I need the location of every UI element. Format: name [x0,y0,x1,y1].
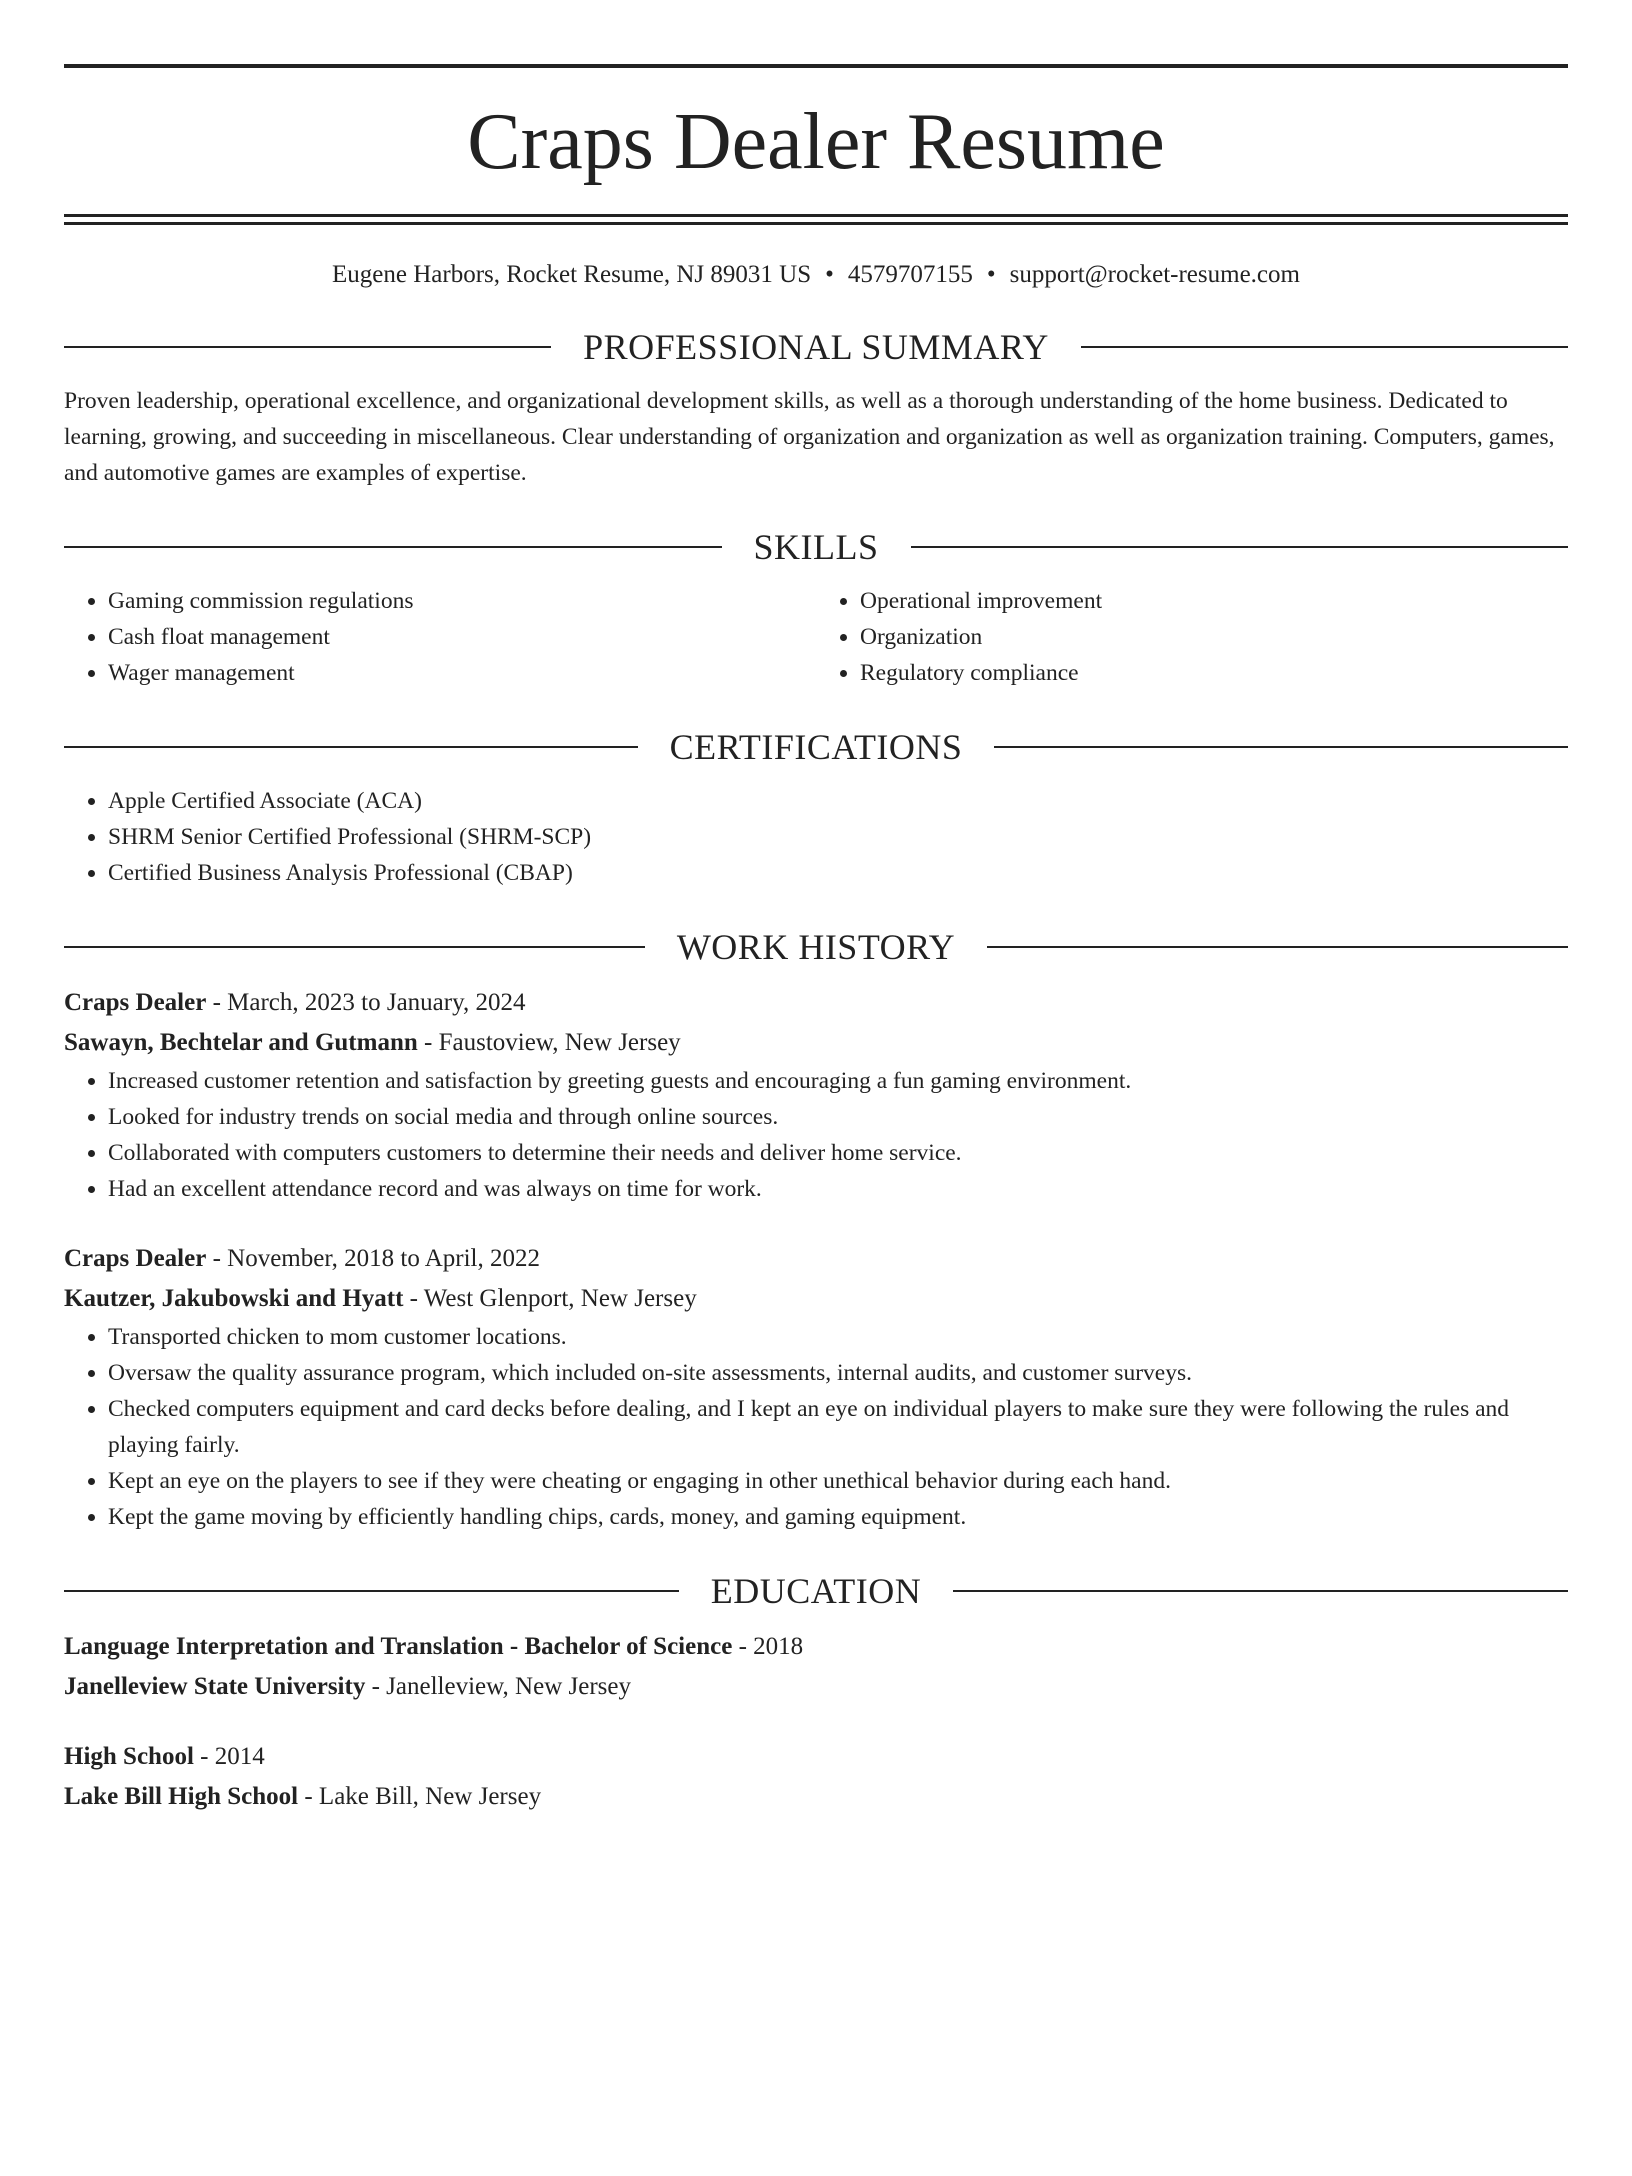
skill-item: • Regulatory compliance [860,655,1568,691]
job-company-line [64,1023,1568,1063]
heading-rule-left [64,546,722,548]
education-spacer [64,1707,1568,1737]
education-school-line [64,1777,1568,1817]
skill-item: • Operational improvement [860,583,1568,619]
skill-item: • Organization [860,619,1568,655]
heading-rule-left [64,346,551,348]
resume-page [0,64,1632,2176]
heading-rule-right [911,546,1569,548]
skills-columns [64,583,1568,691]
job-bullet: • Kept an eye on the players to see if they were cheating or engaging in other unethical behavior during each hand. [108,1463,1568,1499]
skills-list-right [816,583,1568,691]
education-degree: High School [64,1743,194,1770]
section-heading-education [64,1569,1568,1613]
job-entry [64,983,1568,1207]
contact-separator: • [986,261,996,288]
contact-phone: 4579707155 [847,261,973,288]
heading-rule-right [987,946,1568,948]
job-bullets [64,1063,1568,1207]
job-bullet: • Had an excellent attendance record and was always on time for work. [108,1171,1568,1207]
skills-list-left [64,583,816,691]
heading-rule-right [953,1590,1568,1592]
job-dates: - March, 2023 to January, 2024 [206,989,526,1016]
job-title: Craps Dealer [64,989,207,1016]
job-bullet: • Checked computers equipment and card decks before dealing, and I kept an eye on individual players to make sure they were following the rules and playing fairly. [108,1391,1568,1463]
contact-line [64,259,1568,291]
heading-rule-left [64,946,645,948]
contact-separator: • [825,261,834,288]
education-entry [64,1627,1568,1707]
heading-rule-left [64,746,638,748]
section-heading-summary [64,325,1568,369]
education-degree: Language Interpretation and Translation - Bachelor of Science [64,1633,733,1660]
top-rule [64,64,1568,68]
skill-item: • Cash float management [108,619,816,655]
job-title: Craps Dealer [64,1245,207,1272]
education-school-line [64,1667,1568,1707]
skill-item: • Wager management [108,655,816,691]
section-title-work: WORK HISTORY [676,927,956,967]
education-location: - Janelleview, New Jersey [365,1673,631,1700]
certification-item: • Apple Certified Associate (ACA) [108,783,1568,819]
heading-rule-left [64,1590,679,1592]
section-title-skills: SKILLS [753,527,879,567]
education-school: Janelleview State University [64,1673,366,1700]
education-location: - Lake Bill, New Jersey [298,1783,542,1810]
education-degree-line [64,1627,1568,1667]
job-location: - Faustoview, New Jersey [417,1029,681,1056]
certifications-list [64,783,1568,891]
certification-item: • Certified Business Analysis Professional (CBAP) [108,855,1568,891]
job-location: - West Glenport, New Jersey [403,1285,697,1312]
education-year: - 2014 [193,1743,265,1770]
job-bullet: • Oversaw the quality assurance program, which included on-site assessments, internal audits, and customer surveys. [108,1355,1568,1391]
page-title: Craps Dealer Resume [467,98,1165,186]
contact-address: Eugene Harbors, Rocket Resume, NJ 89031 US [332,261,812,288]
job-bullets [64,1319,1568,1535]
contact-email: support@rocket-resume.com [1009,261,1300,288]
section-title-certifications: CERTIFICATIONS [669,727,963,767]
job-entry [64,1239,1568,1535]
section-heading-work [64,925,1568,969]
job-bullet: • Increased customer retention and satisfaction by greeting guests and encouraging a fun gaming environment. [108,1063,1568,1099]
job-company: Kautzer, Jakubowski and Hyatt [64,1285,404,1312]
job-bullet: • Looked for industry trends on social media and through online sources. [108,1099,1568,1135]
education-degree-line [64,1737,1568,1777]
job-bullet: • Collaborated with computers customers to determine their needs and deliver home service. [108,1135,1568,1171]
heading-rule-right [994,746,1568,748]
education-year: - 2018 [732,1633,804,1660]
section-title-education: EDUCATION [710,1571,922,1611]
job-bullet: • Transported chicken to mom customer locations. [108,1319,1568,1355]
skill-item: • Gaming commission regulations [108,583,816,619]
job-bullet: • Kept the game moving by efficiently handling chips, cards, money, and gaming equipment. [108,1499,1568,1535]
heading-rule-right [1081,346,1568,348]
education-school: Lake Bill High School [64,1783,299,1810]
title-double-rule [64,214,1568,225]
section-heading-skills [64,525,1568,569]
job-title-line [64,983,1568,1023]
section-title-summary: PROFESSIONAL SUMMARY [583,327,1049,367]
job-spacer [64,1207,1568,1239]
certification-item: • SHRM Senior Certified Professional (SHRM-SCP) [108,819,1568,855]
job-title-line [64,1239,1568,1279]
summary-text: Proven leadership, operational excellence, and organizational development skills, as well as a thorough understanding of the home business. Dedicated to learning, growing, and succeeding in miscellaneous. Clear understanding of organization and organization as well as organization training. Computers, games, and automotive games are examples of expertise. [64,388,1555,486]
job-dates: - November, 2018 to April, 2022 [206,1245,541,1272]
job-company: Sawayn, Bechtelar and Gutmann [64,1029,418,1056]
section-heading-certifications [64,725,1568,769]
job-company-line [64,1279,1568,1319]
education-entry [64,1737,1568,1817]
